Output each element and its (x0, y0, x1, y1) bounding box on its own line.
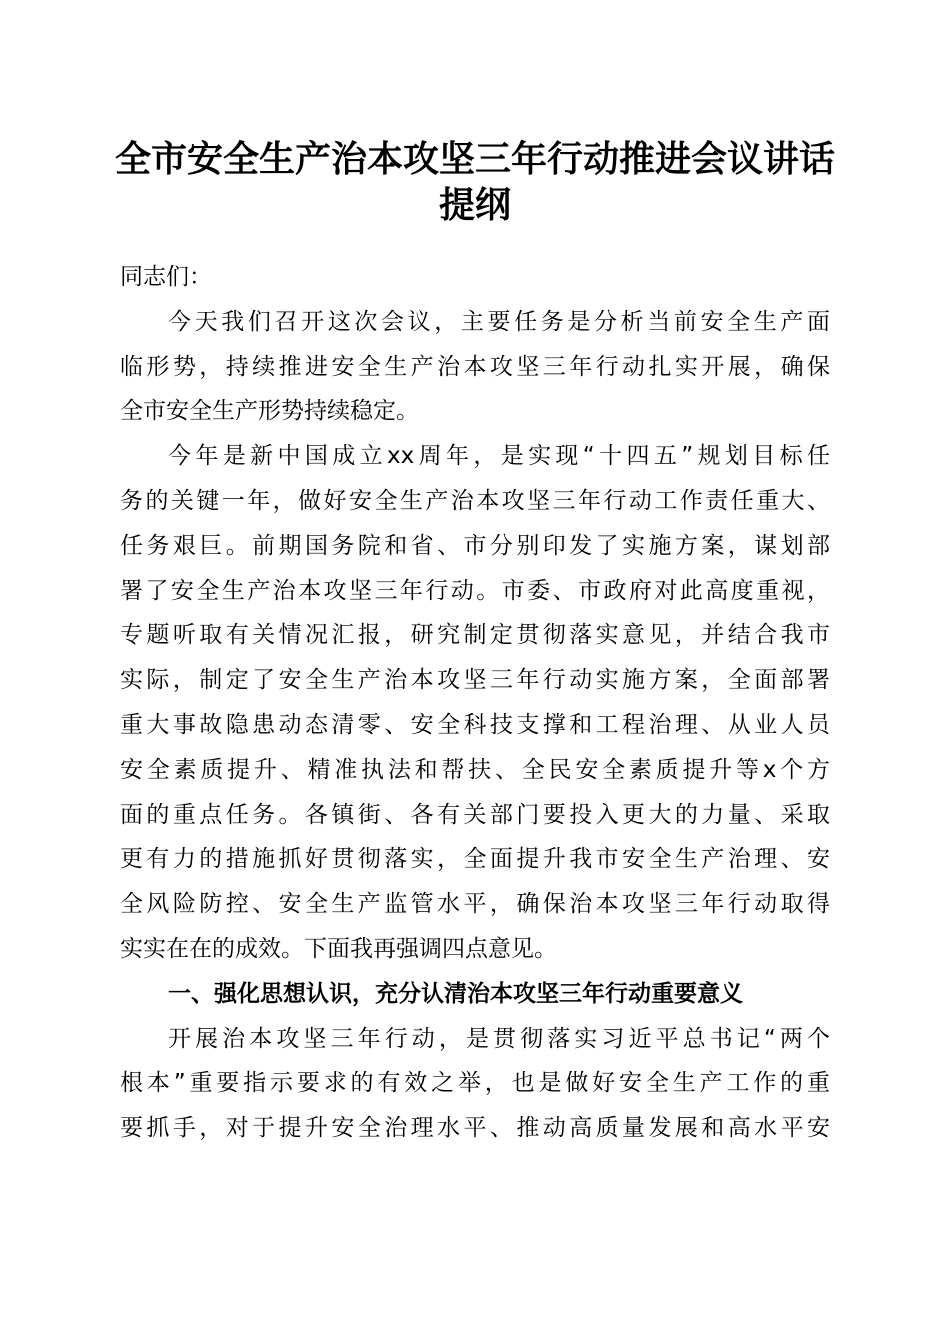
text-line: 更有力的措施抓好贯彻落实，全面提升我市安全生产治理、安 (120, 846, 830, 873)
paragraph-1 (120, 300, 830, 434)
salutation: 同志们： (120, 264, 212, 290)
text-line: 面的重点任务。各镇街、各有关部门要投入更大的力量、采取 (120, 801, 830, 828)
text-line: 安全素质提升、精准执法和帮扶、全民安全素质提升等x个方 (120, 756, 830, 783)
text-line: 全市安全生产形势持续稳定。 (120, 398, 419, 425)
text-line: 临形势，持续推进安全生产治本攻坚三年行动扎实开展，确保 (120, 353, 830, 380)
text-line: 署了安全生产治本攻坚三年行动。市委、市政府对此高度重视， (120, 577, 830, 604)
text-line: 务的关键一年，做好安全生产治本攻坚三年行动工作责任重大、 (120, 487, 830, 514)
text-line: 专题听取有关情况汇报，研究制定贯彻落实意见，并结合我市 (120, 622, 830, 649)
paragraph-3 (120, 1017, 830, 1151)
text-line: 今年是新中国成立xx周年，是实现“十四五”规划目标任 (168, 443, 830, 470)
text-line: 全风险防控、安全生产监管水平，确保治本攻坚三年行动取得 (120, 891, 830, 918)
text-line: 根本”重要指示要求的有效之举，也是做好安全生产工作的重 (120, 1070, 830, 1097)
document-title-line-2: 提纲 (438, 184, 511, 226)
section-heading: 一、强化思想认识，充分认清治本攻坚三年行动重要意义 (168, 980, 743, 1007)
text-line: 开展治本攻坚三年行动，是贯彻落实习近平总书记“两个 (168, 1025, 830, 1052)
text-line: 实实在在的成效。下面我再强调四点意见。 (120, 935, 557, 962)
text-line: 任务艰巨。前期国务院和省、市分别印发了实施方案，谋划部 (120, 532, 830, 559)
text-line: 今天我们召开这次会议，主要任务是分析当前安全生产面 (168, 308, 830, 335)
text-line: 实际，制定了安全生产治本攻坚三年行动实施方案，全面部署 (120, 667, 830, 694)
text-line: 重大事故隐患动态清零、安全科技支撑和工程治理、从业人员 (120, 711, 830, 738)
paragraph-2 (120, 434, 830, 972)
document-title-line-1: 全市安全生产治本攻坚三年行动推进会议讲话 (114, 138, 835, 180)
document-body (120, 255, 830, 1151)
text-line: 要抓手，对于提升安全治理水平、推动高质量发展和高水平安 (120, 1115, 830, 1142)
